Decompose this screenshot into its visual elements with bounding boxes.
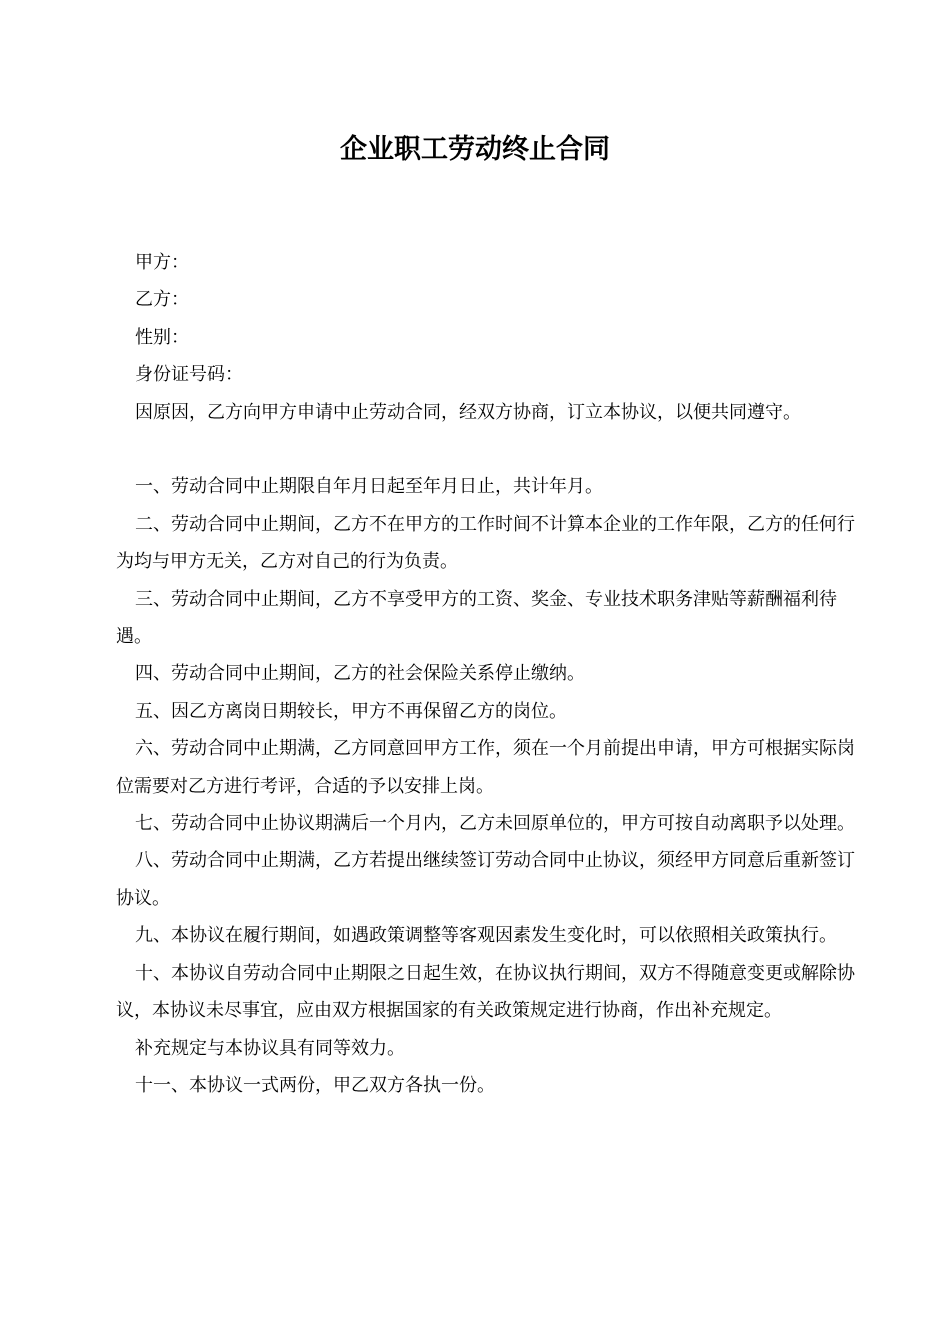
clause-9: 九、本协议在履行期间，如遇政策调整等客观因素发生变化时，可以依照相关政策执行。 (135, 925, 837, 947)
field-party-a: 甲方： (135, 252, 189, 273)
field-party-b: 乙方： (135, 289, 189, 311)
document-title: 企业职工劳动终止合同 (340, 134, 610, 165)
clause-7: 七、劳动合同中止协议期满后一个月内，乙方未回原单位的，甲方可按自动离职予以处理。 (135, 813, 855, 835)
clause-1: 一、劳动合同中止期限自年月日起至年月日止，共计年月。 (135, 476, 603, 498)
clause-3: 三、劳动合同中止期间，乙方不享受甲方的工资、奖金、专业技术职务津贴等薪酬福利待遇。 (116, 588, 837, 648)
field-id-number: 身份证号码： (135, 364, 243, 386)
clause-11: 十一、本协议一式两份，甲乙双方各执一份。 (135, 1074, 495, 1096)
supplementary-note: 补充规定与本协议具有同等效力。 (135, 1037, 405, 1059)
clause-10: 十、本协议自劳动合同中止期限之日起生效，在协议执行期间，双方不得随意变更或解除协议，本协议未尽事宜，应由双方根据国家的有关政策规定进行协商，作出补充规定。 (116, 962, 855, 1022)
preamble-paragraph: 因原因，乙方向甲方申请中止劳动合同，经双方协商，订立本协议，以便共同遵守。 (135, 401, 801, 423)
paragraph-spacer (116, 431, 856, 468)
clause-8: 八、劳动合同中止期满，乙方若提出继续签订劳动合同中止协议，须经甲方同意后重新签订协议。 (116, 850, 855, 909)
clause-4: 四、劳动合同中止期间，乙方的社会保险关系停止缴纳。 (135, 663, 585, 685)
clause-5: 五、因乙方离岗日期较长，甲方不再保留乙方的岗位。 (135, 700, 567, 722)
clause-6: 六、劳动合同中止期满，乙方同意回甲方工作，须在一个月前提出申请，甲方可根据实际岗位需要对乙方进行考评，合适的予以安排上岗。 (116, 738, 855, 797)
field-gender: 性别： (135, 326, 189, 348)
clause-2: 二、劳动合同中止期间，乙方不在甲方的工作时间不计算本企业的工作年限，乙方的任何行为均与甲方无关，乙方对自己的行为负责。 (116, 513, 855, 573)
document-body (116, 244, 856, 1104)
